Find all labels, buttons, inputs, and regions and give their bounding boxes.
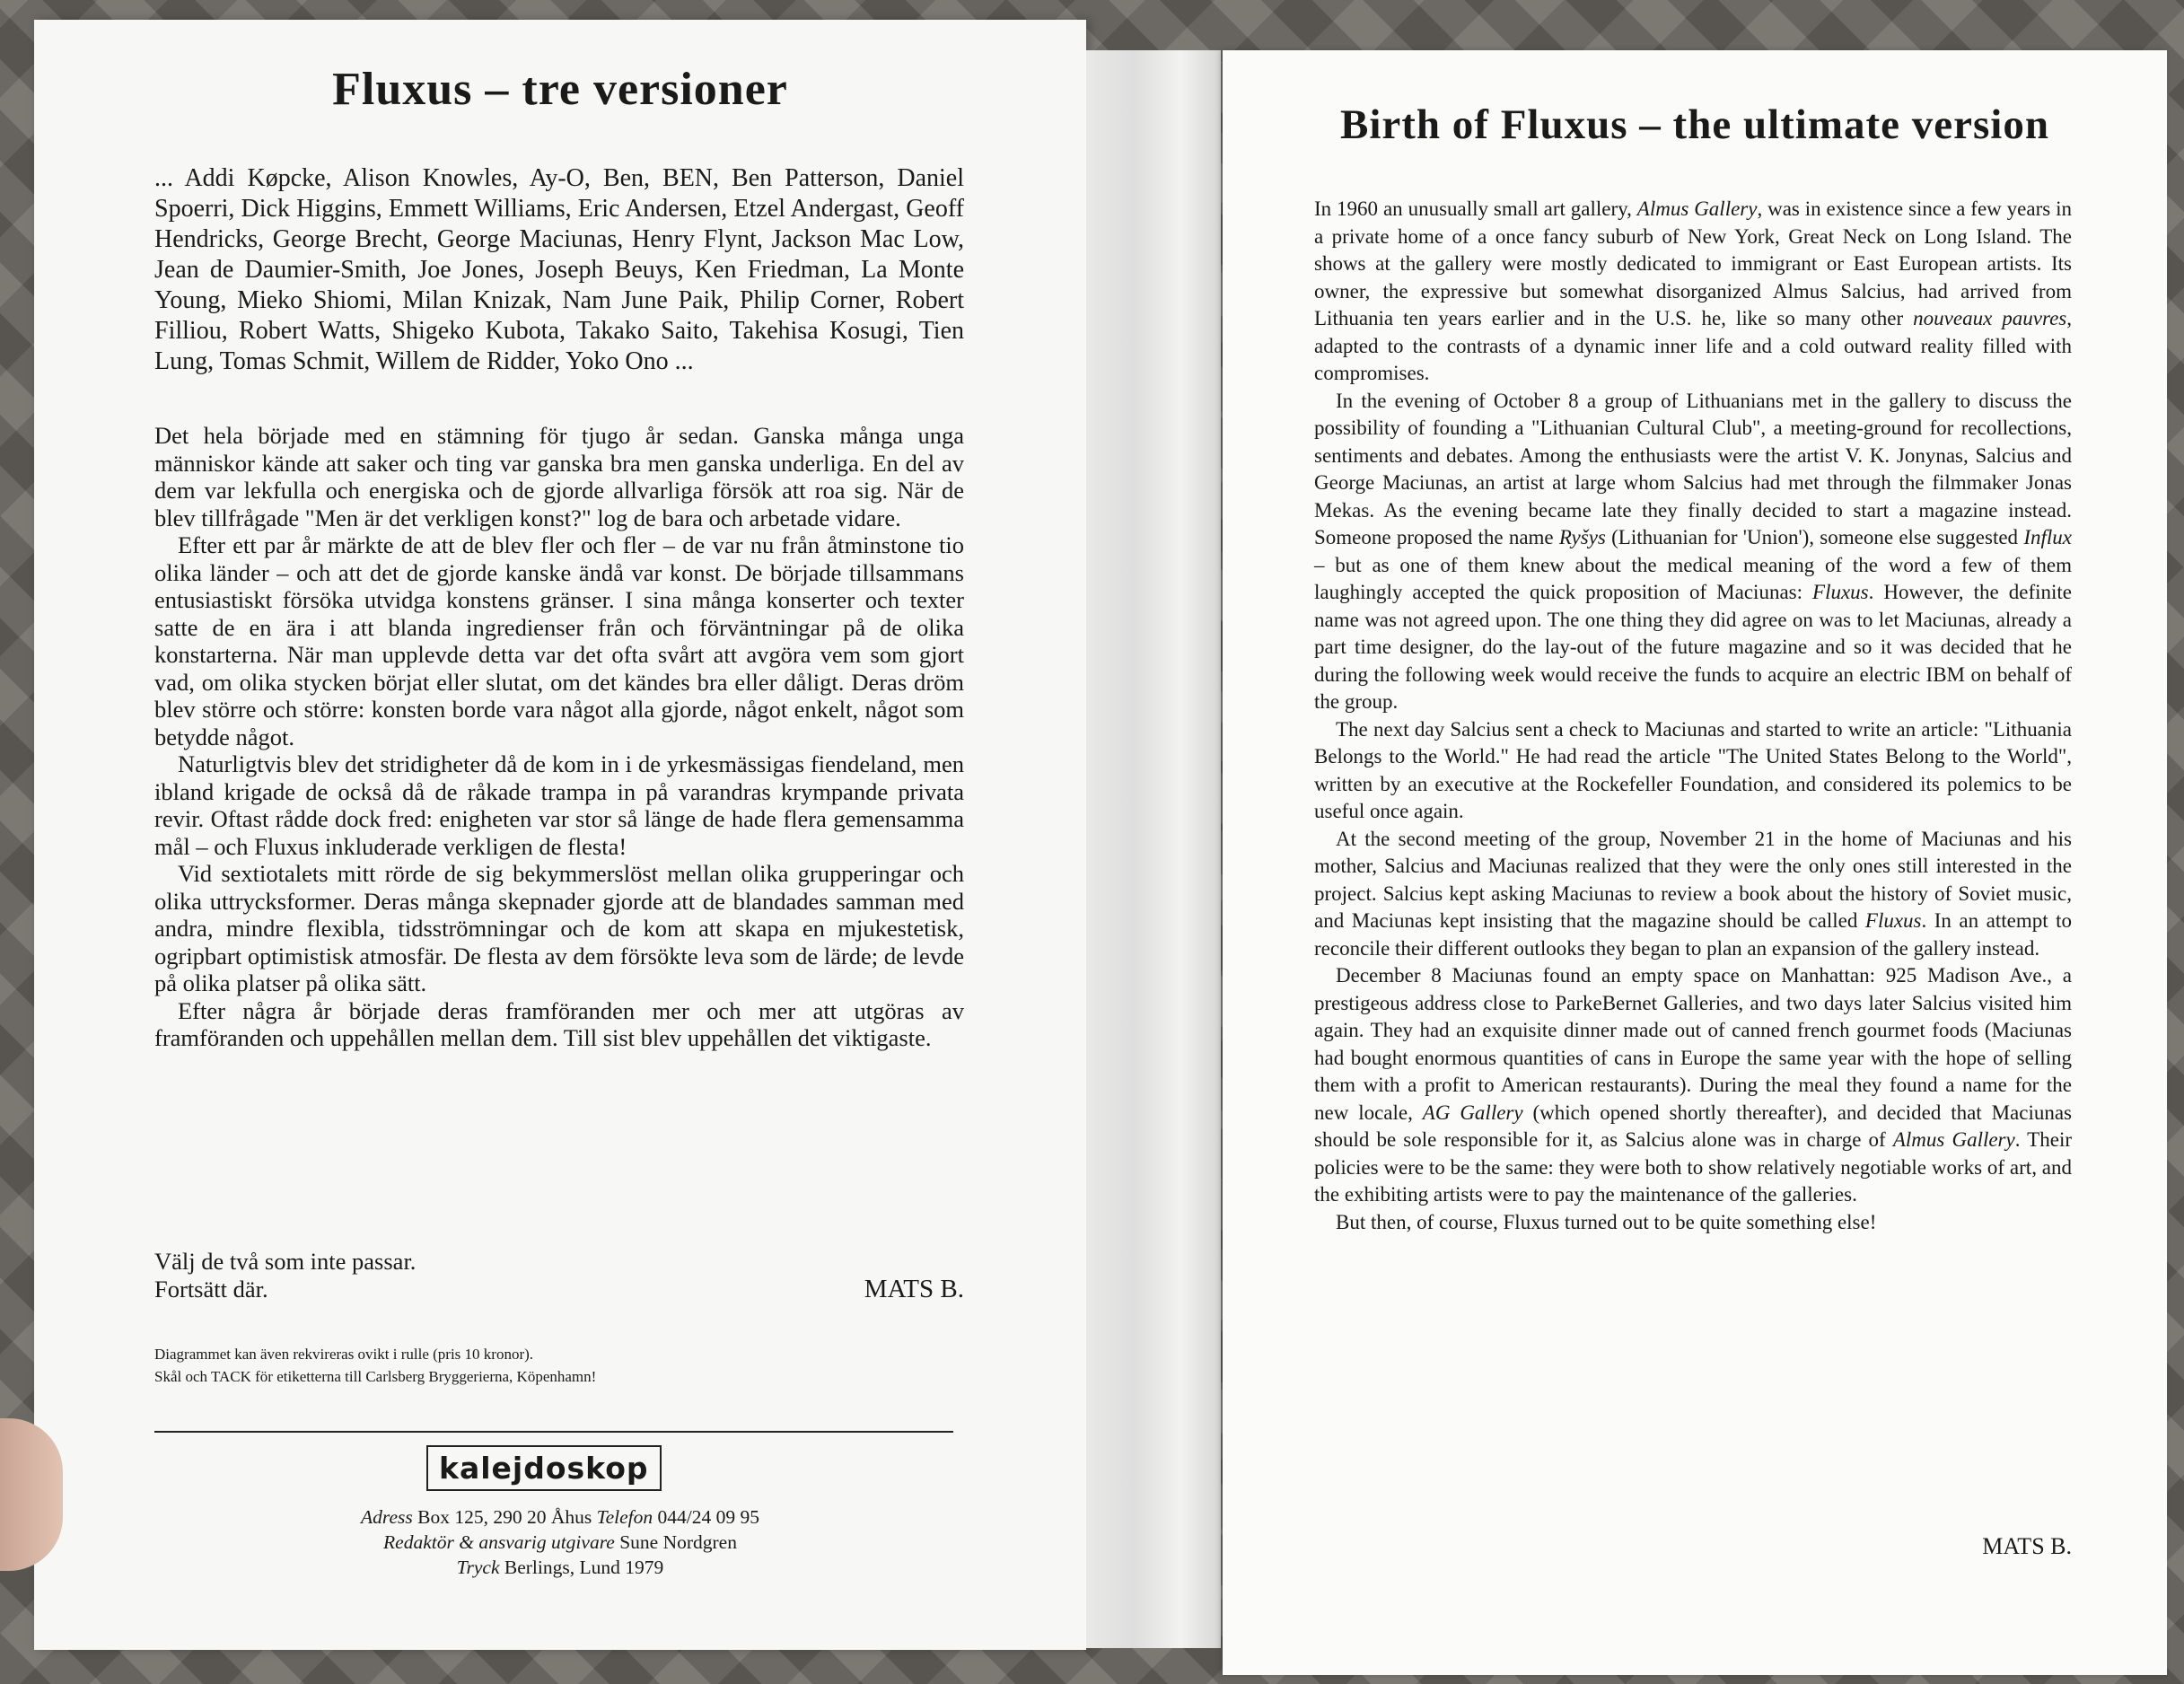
address-value: Box 125, 290 20 Åhus [417,1506,592,1528]
address-label: Adress [361,1506,413,1528]
left-page-title: Fluxus – tre versioner [332,64,788,115]
text-run: , adapted to the contrasts of a dynamic inner life and a cold outward reality filled with compromises. [1314,307,2072,384]
divider-rule [154,1431,953,1433]
text-run: In 1960 an unusually small art gallery, [1314,197,1637,220]
colophon-print-line [34,1555,1086,1580]
right-paragraph [1314,388,2072,716]
fineprint-line: Diagrammet kan även rekvireras ovikt i rulle (pris 10 kronor). [154,1346,534,1363]
left-paragraph: Det hela började med en stämning för tjugo år sedan. Ganska många unga människor kände att saker och ting var ganska bra men ganska underliga. En del av dem var lekfulla och energiska och de gjorde allvarliga försök att roa sig. När de blev tillfrågade "Men är det verkligen konst?" log de bara och arbetade vidare. [154,422,964,531]
right-signature: MATS B. [1982,1533,2072,1559]
text-run: , was in existence since a few years in a private home of a once fancy suburb of New York, Great Neck on Long Island. The shows at the gallery were mostly dedicated to immigrant or East European artists. Its owner, the expressive but somewhat disorganized Almus Salcius, had arrived from Lithuania ten years earlier and in the U.S. he, like so many other [1314,197,2072,329]
colophon-address-line [34,1504,1086,1530]
left-paragraph: Vid sextiotalets mitt rörde de sig bekymmerslöst mellan olika grupperingar och olika uttrycksformer. Deras många skepnader gjorde att de blandades samman med andra, mindre flexibla, tidsströmningar och de kom att skapa en mjukestetisk, ogripbart optimistisk atmosfär. De flesta av dem försökte leva som de lärde; de levde på olika platser på olika sätt. [154,860,964,996]
text-run: . However, the definite name was not agreed upon. The one thing they did agree on was to let Maciunas, already a part time designer, do the lay-out of the future magazine and so it was decided that he during the following week would receive the funds to acquire an electric IBM on behalf of the group. [1314,581,2072,713]
closing-line: Välj de två som inte passar. [154,1248,417,1275]
text-run-italic: Fluxus [1864,909,1922,932]
text-run: In the evening of October 8 a group of Lithuanians met in the gallery to discuss the possibility of founding a "Lithuanian Cultural Club", a meeting-ground for recollections, sentiments and debates. Among the enthusiasts were the artist V. K. Jonynas, Salcius and George Maciunas, an artist at large whom Salcius had met through the filmmaker Jonas Mekas. As the evening became late they finally decided to start a magazine instead. Someone proposed the name [1314,389,2072,548]
text-run-italic: Almus Gallery [1636,197,1758,220]
fineprint-line: Skål och TACK för etiketterna till Carlsberg Bryggerierna, Köpenhamn! [154,1368,597,1385]
text-run-italic: nouveaux pauvres [1913,307,2067,329]
text-run-italic: AG Gallery [1422,1101,1523,1124]
text-run: (Lithuanian for 'Union'), someone else suggested [1605,526,2024,548]
right-page-title: Birth of Fluxus – the ultimate version [1340,101,2049,148]
left-paragraph: Naturligtvis blev det stridigheter då de kom in i de yrkesmässigas fiendeland, men ibland krigade de också då de råkade trampa in på varandras krympande privata revir. Oftast rådde dock fred: enigheten var stor så länge de hade flera gemensamma mål – och Fluxus inkluderade verkligen de flesta! [154,750,964,860]
colophon-editor-line [34,1530,1086,1555]
editor-label: Redaktör & ansvarig utgivare [383,1531,615,1553]
kalejdoskop-logo: kalejdoskop [426,1445,662,1491]
right-body-text [1314,196,2072,1236]
right-paragraph [1314,196,2072,388]
right-paragraph [1314,826,2072,963]
artist-names-list: ... Addi Køpcke, Alison Knowles, Ay-O, Ben, BEN, Ben Patterson, Daniel Spoerri, Dick Higgins, Emmett Williams, Eric Andersen, Etzel Andergast, Geoff Hendricks, George Brecht, George Maciunas, Henry Flynt, Jackson Mac Low, Jean de Daumier-Smith, Joe Jones, Joseph Beuys, Ken Friedman, La Monte Young, Mieko Shiomi, Milan Knizak, Nam June Paik, Philip Corner, Robert Filliou, Robert Watts, Shigeko Kubota, Takako Saito, Takehisa Kosugi, Tien Lung, Tomas Schmit, Willem de Ridder, Yoko Ono ... [154,164,964,375]
phone-value: 044/24 09 95 [657,1506,759,1528]
colophon [34,1504,1086,1580]
right-paragraph: But then, of course, Fluxus turned out to be quite something else! [1336,1210,1877,1233]
editor-value: Sune Nordgren [619,1531,737,1553]
left-body-text [154,422,964,1052]
left-signature: MATS B. [864,1275,964,1303]
text-run-italic: Almus Gallery [1892,1128,2015,1151]
text-run: At the second meeting of the group, November 21 in the home of Maciunas and his mother, Salcius and Maciunas realized that they were the only ones still interested in the project. Salcius kept asking Maciunas to review a book about the history of Soviet music, and Maciunas kept insisting that the magazine should be called [1314,827,2072,932]
book-spine [1086,50,1221,1648]
print-label: Tryck [456,1557,500,1578]
text-run-italic: Influx [2023,526,2072,548]
phone-label: Telefon [596,1506,653,1528]
text-run: – but as one of them knew about the medical meaning of the word a few of them laughingly accepted the quick proposition of Maciunas: [1314,553,2072,603]
right-paragraph [1314,962,2072,1209]
left-paragraph: Efter några år började deras framföranden mer och mer att utgöras av framföranden och uppehållen mellan dem. Till sist blev uppehållen det viktigaste. [154,996,964,1051]
text-run-italic: Fluxus [1812,581,1869,603]
text-run: . In an attempt to reconcile their different outlooks they began to plan an expansion of the gallery instead. [1314,909,2072,960]
left-closing [154,1248,964,1303]
text-run: . Their policies were to be the same: they were both to show relatively negotiable works of art, and the exhibiting artists were to pay the maintenance of the galleries. [1314,1128,2072,1206]
left-page [34,20,1086,1650]
text-run: (which opened shortly thereafter), and decided that Maciunas should be sole responsible for it, as Salcius alone was in charge of [1314,1101,2072,1151]
text-run: December 8 Maciunas found an empty space on Manhattan: 925 Madison Ave., a prestigeous address close to ParkeBernet Galleries, and two days later Salcius visited him again. They had an exquisite dinner made out of canned french gourmet foods (Maciunas had bought enormous quantities of cans in Europe the same year with the hope of selling them with a profit to American restaurants). During the meal they found a name for the new locale, [1314,964,2072,1124]
fineprint [154,1343,964,1388]
left-paragraph: Efter ett par år märkte de att de blev fler och fler – de var nu från åtminstone tio olika länder – och att det de gjorde kanske ändå var konst. De började tillsammans entusiastiskt försöka utvidga konstens gränser. I sina många konserter och texter satte de en ära i att blanda ingredienser från och förväntningar på de olika konstarterna. När man upplevde detta var det ofta svårt att avgöra vem som gjort vad, om olika stycken börjat eller slutat, om det kändes bra eller dåligt. Deras dröm blev större och större: konsten borde vara något alla gjorde, något enkelt, något som betydde något. [154,531,964,750]
right-page [1223,50,2167,1675]
text-run-italic: Ryšys [1558,526,1606,548]
print-value: Berlings, Lund 1979 [504,1557,664,1578]
right-paragraph: The next day Salcius sent a check to Maciunas and started to write an article: "Lithuania Belongs to the World." He had read the article "The United States Belong to the World", written by an executive at the Rockefeller Foundation, and considered its polemics to be useful once again. [1314,717,2072,822]
closing-line: Fortsätt där. [154,1276,268,1302]
